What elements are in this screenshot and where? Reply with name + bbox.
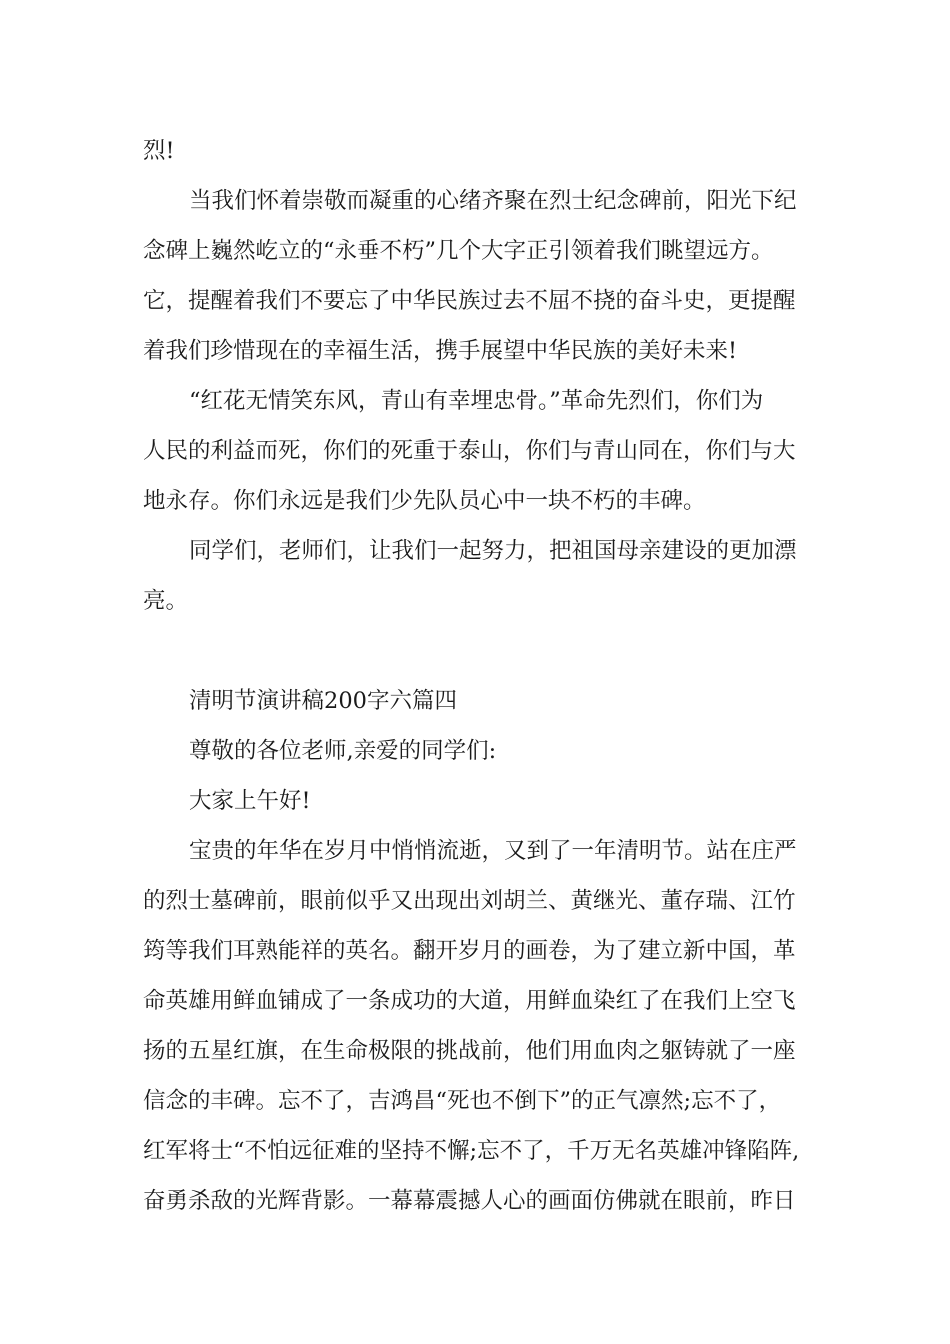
greeting: 大家上午好!: [189, 788, 311, 814]
paragraph-line: 筠等我们耳熟能祥的英名。翻开岁月的画卷，为了建立新中国，革: [143, 938, 796, 964]
paragraph-line: “红花无情笑东风，青山有幸埋忠骨。”革命先烈们，你们为: [189, 388, 764, 414]
paragraph-line: 扬的五星红旗，在生命极限的挑战前，他们用血肉之躯铸就了一座: [143, 1038, 796, 1064]
paragraph-line: 烈!: [143, 138, 175, 164]
paragraph-line: 同学们，老师们，让我们一起努力，把祖国母亲建设的更加漂: [189, 538, 797, 564]
paragraph-line: 亮。: [143, 588, 189, 614]
paragraph-line: 它，提醒着我们不要忘了中华民族过去不屈不挠的奋斗史，更提醒: [143, 288, 796, 314]
paragraph-line: 的烈士墓碑前，眼前似乎又出现出刘胡兰、黄继光、董存瑞、江竹: [143, 888, 796, 914]
paragraph-line: 命英雄用鲜血铺成了一条成功的大道，用鲜血染红了在我们上空飞: [143, 988, 796, 1014]
paragraph-line: 宝贵的年华在岁月中悄悄流逝，又到了一年清明节。站在庄严: [189, 838, 797, 864]
paragraph-line: 红军将士“不怕远征难的坚持不懈;忘不了，千万无名英雄冲锋陷阵,: [143, 1138, 800, 1164]
paragraph-line: 当我们怀着崇敬而凝重的心绪齐聚在烈士纪念碑前，阳光下纪: [189, 188, 797, 214]
paragraph-line: 地永存。你们永远是我们少先队员心中一块不朽的丰碑。: [143, 488, 706, 514]
salutation: 尊敬的各位老师,亲爱的同学们:: [189, 738, 497, 764]
section-title: 清明节演讲稿200字六篇四: [189, 688, 457, 714]
paragraph-line: 奋勇杀敌的光辉背影。一幕幕震撼人心的画面仿佛就在眼前，昨日: [143, 1188, 796, 1214]
paragraph-line: 信念的丰碑。忘不了，吉鸿昌“死也不倒下”的正气凛然;忘不了，: [143, 1088, 782, 1114]
paragraph-line: 着我们珍惜现在的幸福生活，携手展望中华民族的美好未来!: [143, 338, 738, 364]
paragraph-line: 人民的利益而死，你们的死重于泰山，你们与青山同在，你们与大: [143, 438, 796, 464]
paragraph-line: 念碑上巍然屹立的“永垂不朽”几个大字正引领着我们眺望远方。: [143, 238, 774, 264]
